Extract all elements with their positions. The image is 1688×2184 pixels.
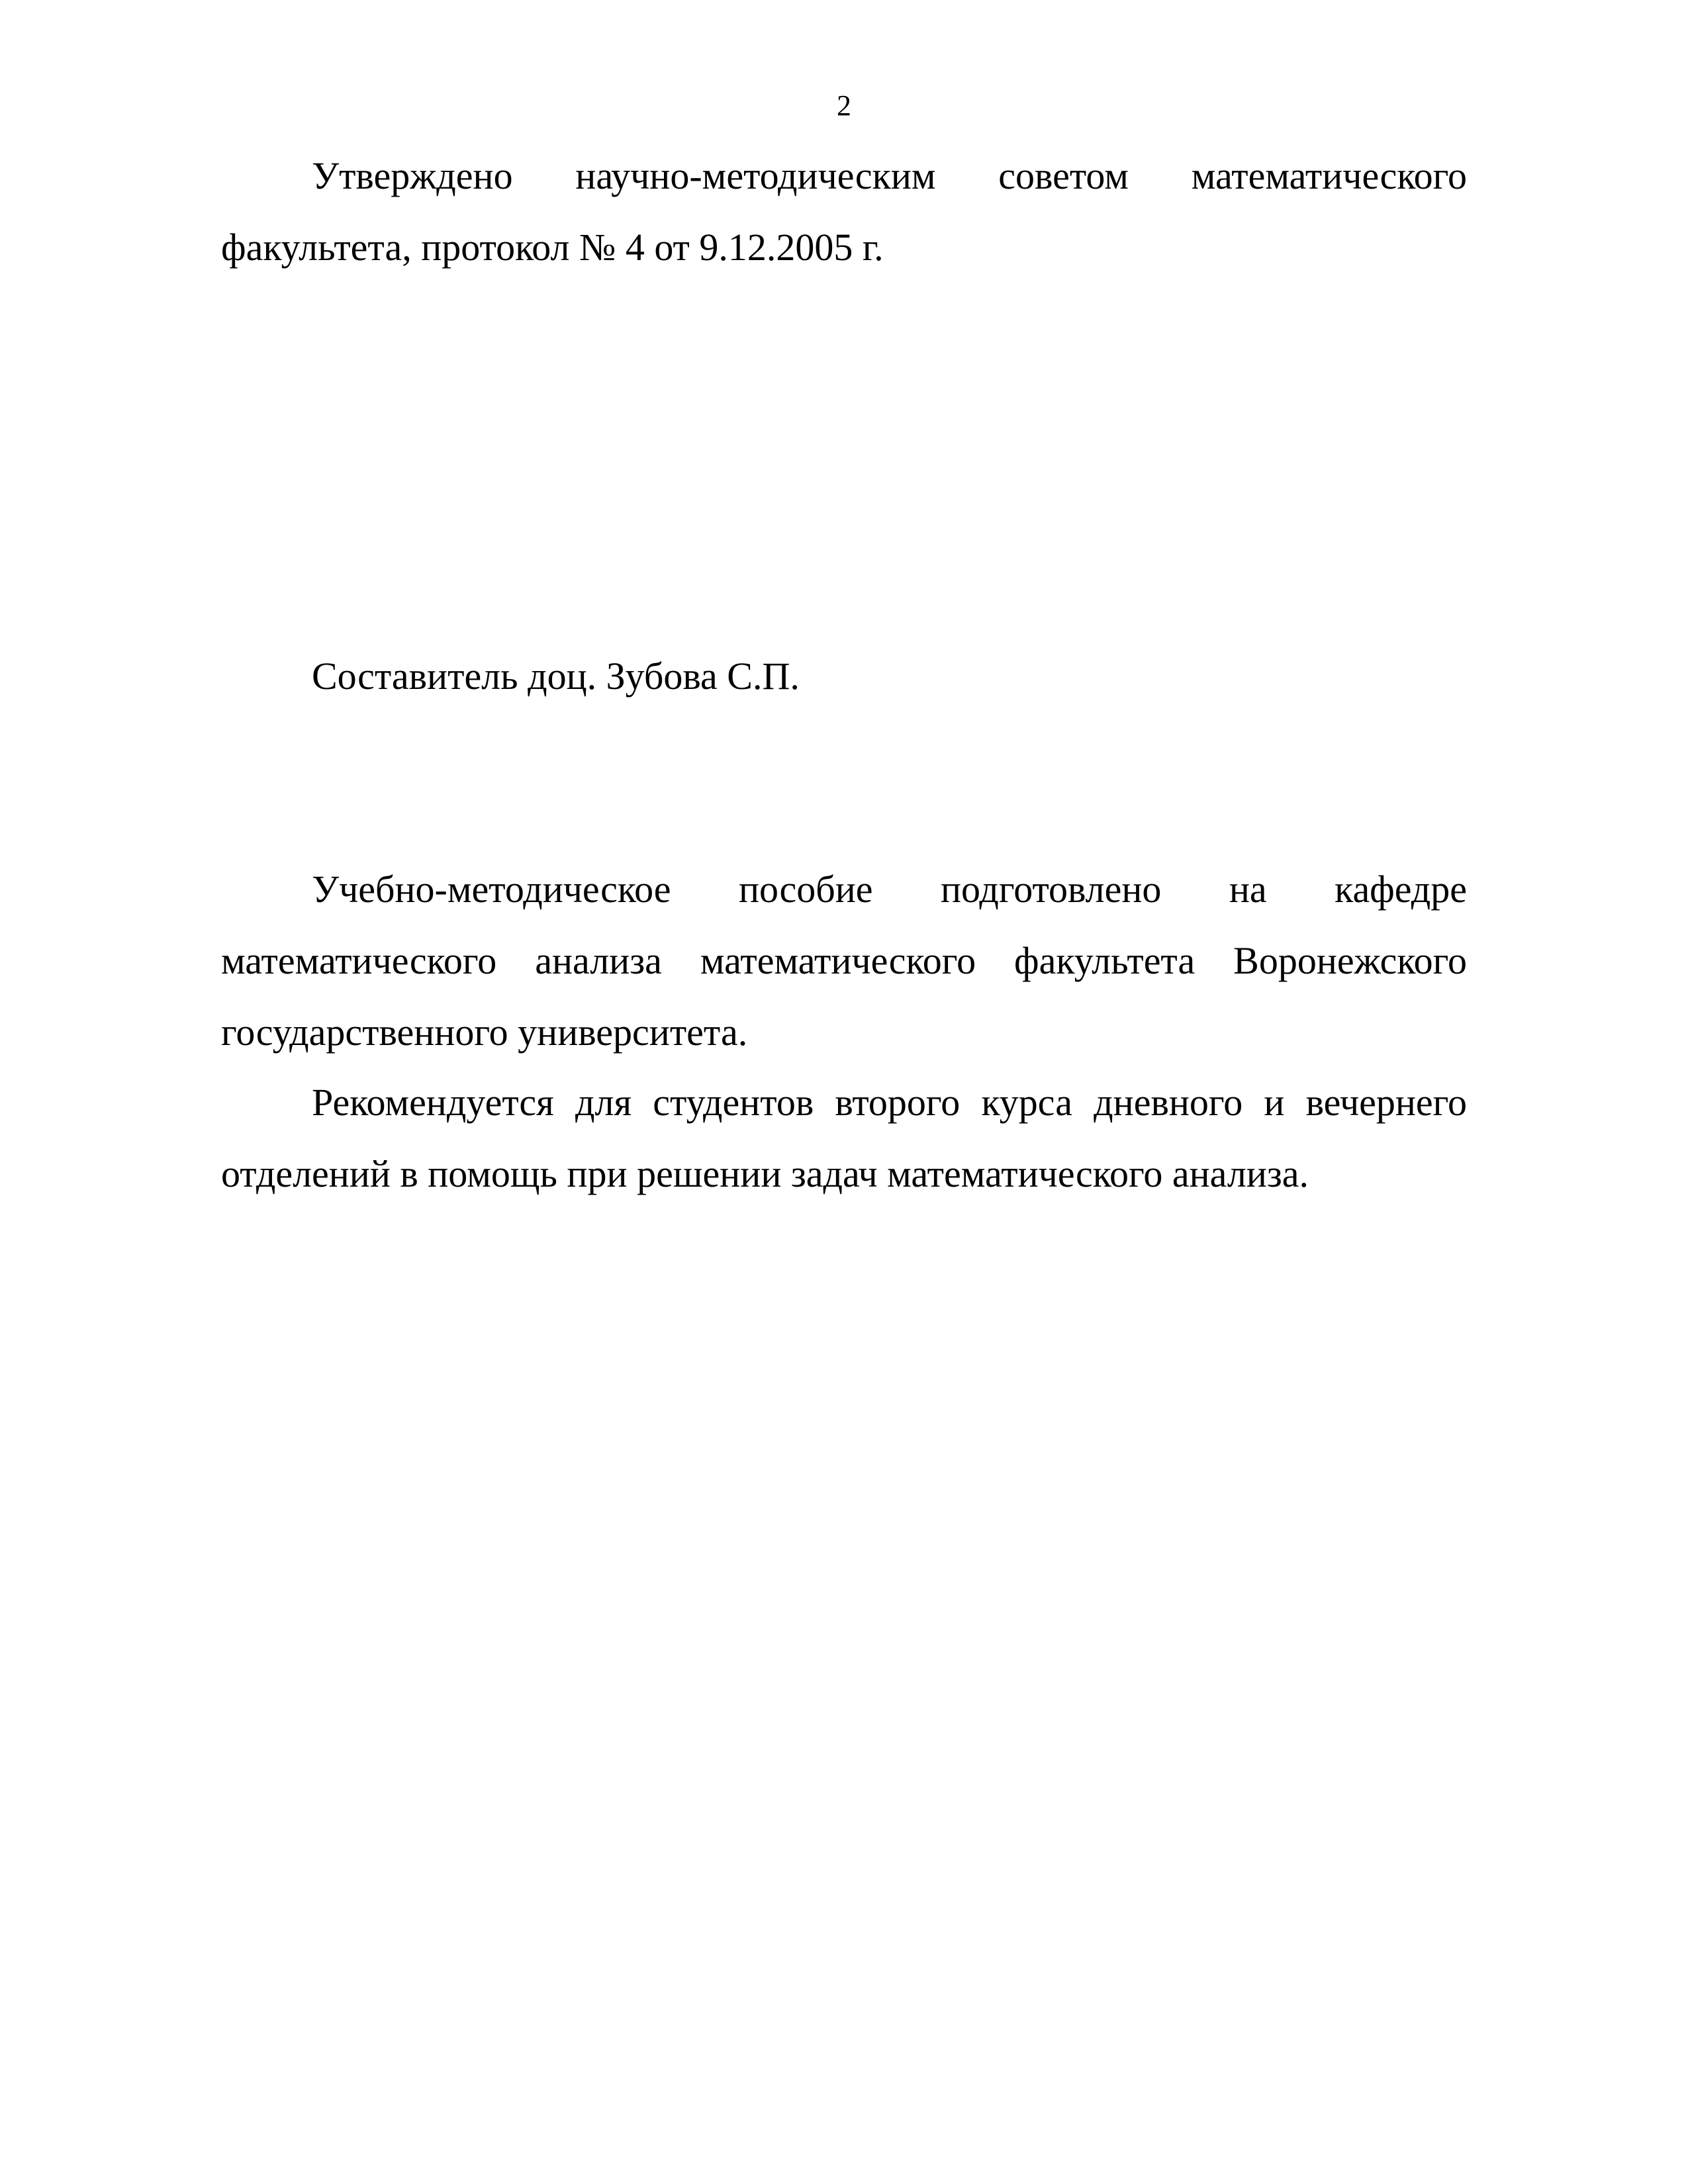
recommendation-paragraph: Рекомендуется для студентов второго курса дневного и вечернего отделений в помощь при решении задач математического анализа.	[221, 1081, 1467, 1195]
prepared-paragraph: Учебно-методическое пособие подготовлено на кафедре математического анализа математического факультета Воронежского государственного университета.	[221, 868, 1467, 1054]
compiler-paragraph: Составитель доц. Зубова С.П.	[312, 655, 800, 698]
approval-paragraph: Утверждено научно-методическим советом математического факультета, протокол № 4 от 9.12.2005 г.	[221, 154, 1467, 269]
page-number: 2	[837, 89, 851, 122]
